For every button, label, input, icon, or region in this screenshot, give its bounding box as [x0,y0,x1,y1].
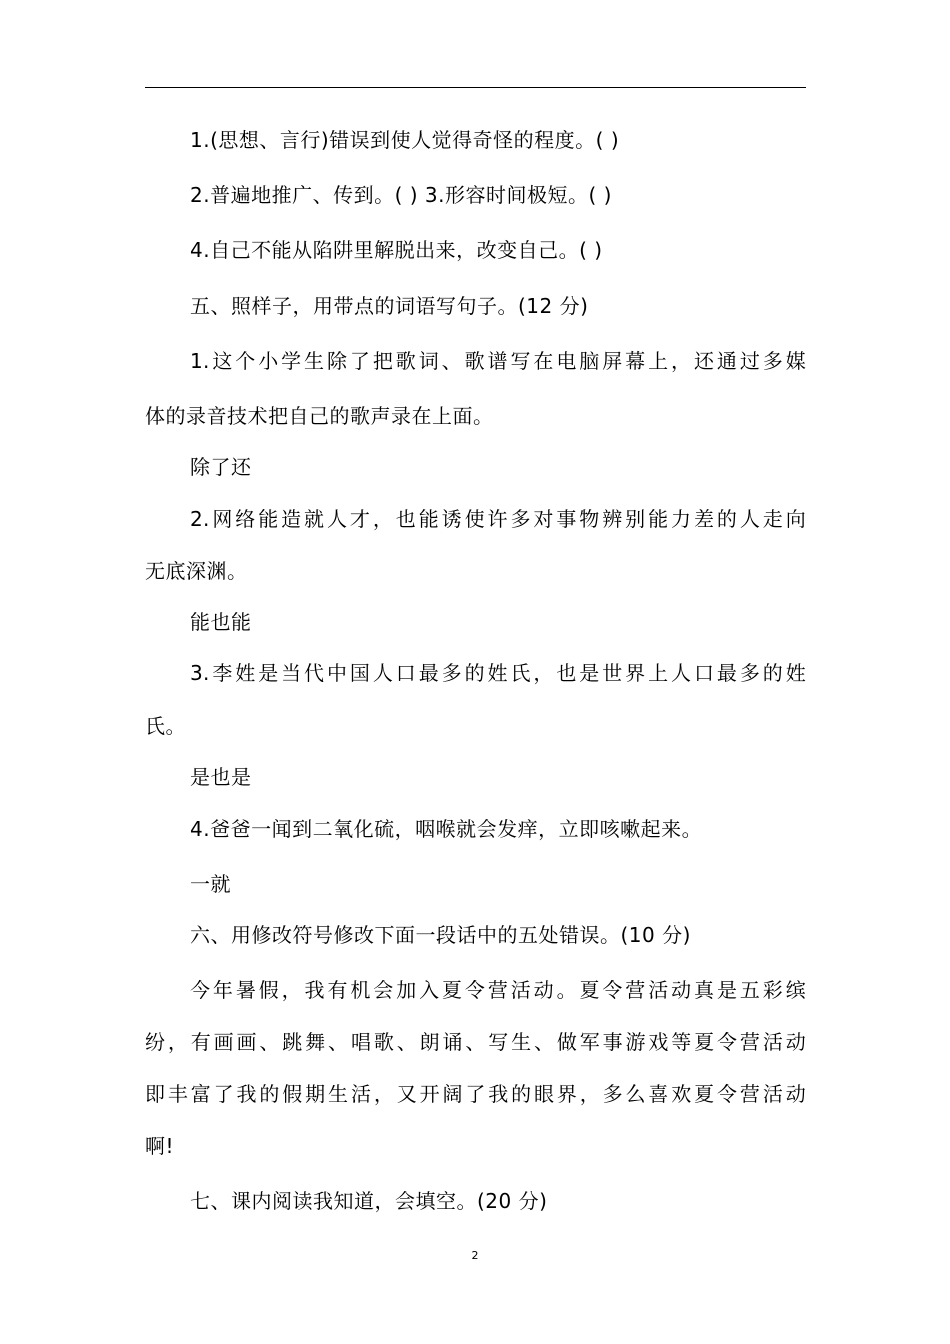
section-6-paragraph-line-4: 啊! [145,1134,175,1158]
section-7-heading: 七、课内阅读我知道，会填空。(20 分) [190,1189,548,1213]
section-6-paragraph-line-2: 纷，有画画、跳舞、唱歌、朗诵、写生、做军事游戏等夏令营活动 [145,1030,806,1054]
section-5-item-1-line-1: 1.这个小学生除了把歌词、歌谱写在电脑屏幕上，还通过多媒 [190,349,806,373]
section-6-paragraph-line-1: 今年暑假，我有机会加入夏令营活动。夏令营活动真是五彩缤 [190,978,806,1002]
section-5-heading: 五、照样子，用带点的词语写句子。(12 分) [190,294,589,318]
page-number: 2 [471,1249,479,1262]
section-5-item-4-prompt: 一就 [190,872,231,896]
section-5-item-4: 4.爸爸一闻到二氧化硫，咽喉就会发痒，立即咳嗽起来。 [190,817,703,841]
section-5-item-1-prompt: 除了还 [190,455,252,479]
section-5-item-2-prompt: 能也能 [190,610,252,634]
section-5-item-1-line-2: 体的录音技术把自己的歌声录在上面。 [145,404,494,428]
section-6-paragraph-line-3: 即丰富了我的假期生活，又开阔了我的眼界，多么喜欢夏令营活动 [145,1082,806,1106]
section-5-item-3-prompt: 是也是 [190,765,252,789]
section-5-item-2-line-2: 无底深渊。 [145,559,248,583]
section-5-item-3-line-2: 氏。 [145,714,186,738]
section-5-item-3-line-1: 3.李姓是当代中国人口最多的姓氏，也是世界上人口最多的姓 [190,661,806,685]
exercise-4-item-4: 4.自己不能从陷阱里解脱出来，改变自己。( ) [190,238,603,262]
exercise-4-item-1: 1.(思想、言行)错误到使人觉得奇怪的程度。( ) [190,128,620,152]
section-6-heading: 六、用修改符号修改下面一段话中的五处错误。(10 分) [190,923,691,947]
section-5-item-2-line-1: 2.网络能造就人才，也能诱使许多对事物辨别能力差的人走向 [190,507,806,531]
exercise-4-item-2-3: 2.普遍地推广、传到。( ) 3.形容时间极短。( ) [190,183,612,207]
header-rule [145,87,806,88]
